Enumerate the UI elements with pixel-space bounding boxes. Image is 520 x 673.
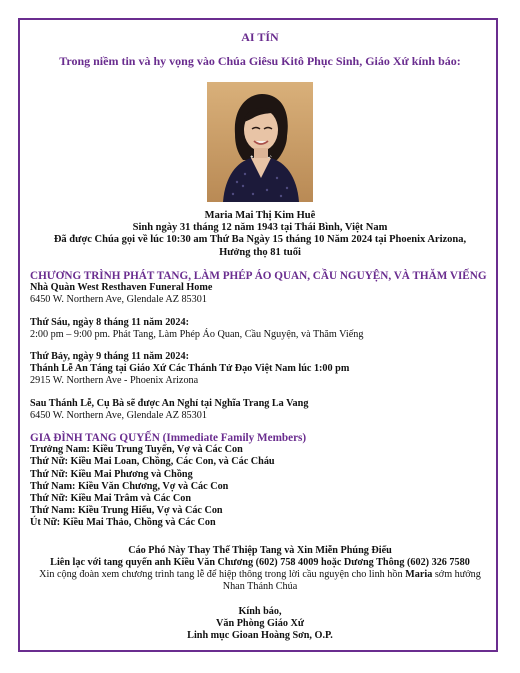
family-member: Út Nữ: Kiều Mai Thảo, Chồng và Các Con	[30, 517, 216, 529]
portrait-photo	[207, 82, 313, 202]
announcement-subtitle: Trong niềm tin và hy vọng vào Chúa Giêsu Kitô Phục Sinh, Giáo Xứ kính báo:	[59, 54, 461, 68]
contact-text: Liên lạc với tang quyến anh Kiều Văn Chương (602) 758 4009 hoặc Dương Thông (602) 326 7580	[50, 557, 470, 569]
notice-text: Cáo Phó Này Thay Thế Thiệp Tang và Xin Miễn Phúng Điếu	[128, 545, 392, 556]
signoff-office: Văn Phòng Giáo Xứ	[216, 618, 304, 630]
saturday-mass: Thánh Lễ An Táng tại Giáo Xứ Các Thánh Tử Đạo Việt Nam lúc 1:00 pm	[30, 363, 350, 375]
family-member: Thứ Nữ: Kiều Mai Trâm và Các Con	[30, 493, 191, 505]
prayer-end: Nhan Thánh Chúa	[222, 581, 298, 593]
family-member: Thứ Nữ: Kiều Mai Loan, Chồng, Các Con, và Các Cháu	[30, 456, 275, 468]
page-title: AI TÍN	[241, 30, 279, 44]
deceased-name: Maria Mai Thị Kim Huê	[204, 210, 316, 221]
venue-name: Nhà Quàn West Resthaven Funeral Home	[30, 282, 213, 294]
family-member: Trưởng Nam: Kiều Trung Tuyến, Vợ và Các Con	[30, 444, 243, 456]
age-info: Hưởng thọ 81 tuổi	[219, 246, 301, 258]
signoff-section	[28, 606, 492, 643]
burial-info: Sau Thánh Lễ, Cụ Bà sẽ được An Nghỉ tại Nghĩa Trang La Vang	[30, 397, 309, 409]
death-info: Đã được Chúa gọi về lúc 10:30 am Thứ Ba Ngày 15 tháng 10 Năm 2024 tại Phoenix Arizona,	[53, 234, 467, 246]
saturday-address: 2915 W. Northern Ave - Phoenix Arizona	[30, 375, 199, 387]
prayer-before: Xin cộng đoàn xem chương trình tang lễ để hiệp thông trong lời cầu nguyện cho linh hồn	[39, 569, 406, 581]
closing-section	[28, 545, 492, 593]
signoff-priest: Linh mục Gioan Hoàng Sơn, O.P.	[187, 630, 333, 642]
burial-address: 6450 W. Northern Ave, Glendale AZ 85301	[30, 409, 207, 421]
prayer-name: Maria	[405, 569, 433, 581]
program-section	[30, 270, 490, 530]
family-member: Thứ Nam: Kiều Trung Hiếu, Vợ và Các Con	[30, 505, 223, 517]
venue-address: 6450 W. Northern Ave, Glendale AZ 85301	[30, 294, 207, 306]
friday-date: Thứ Sáu, ngày 8 tháng 11 năm 2024:	[30, 316, 189, 328]
signoff-greeting: Kính báo,	[238, 606, 282, 617]
family-heading: GIA ĐÌNH TANG QUYẾN (Immediate Family Members)	[30, 432, 307, 445]
birth-info: Sinh ngày 31 tháng 12 năm 1943 tại Thái Bình, Việt Nam	[132, 222, 388, 234]
prayer-after: sớm hưởng	[432, 569, 481, 581]
family-member: Thứ Nữ: Kiều Mai Phương và Chồng	[30, 468, 193, 480]
program-heading: CHƯƠNG TRÌNH PHÁT TANG, LÀM PHÉP ÁO QUAN, CẦU NGUYỆN, VÀ THĂM VIẾNG	[30, 270, 487, 282]
deceased-info	[28, 210, 492, 259]
prayer-text	[28, 569, 492, 581]
friday-detail: 2:00 pm – 9:00 pm. Phát Tang, Làm Phép Áo Quan, Cầu Nguyện, và Thăm Viếng	[30, 328, 364, 340]
saturday-date: Thứ Bảy, ngày 9 tháng 11 năm 2024:	[30, 351, 189, 363]
family-member: Thứ Nam: Kiều Văn Chương, Vợ và Các Con	[30, 480, 229, 492]
